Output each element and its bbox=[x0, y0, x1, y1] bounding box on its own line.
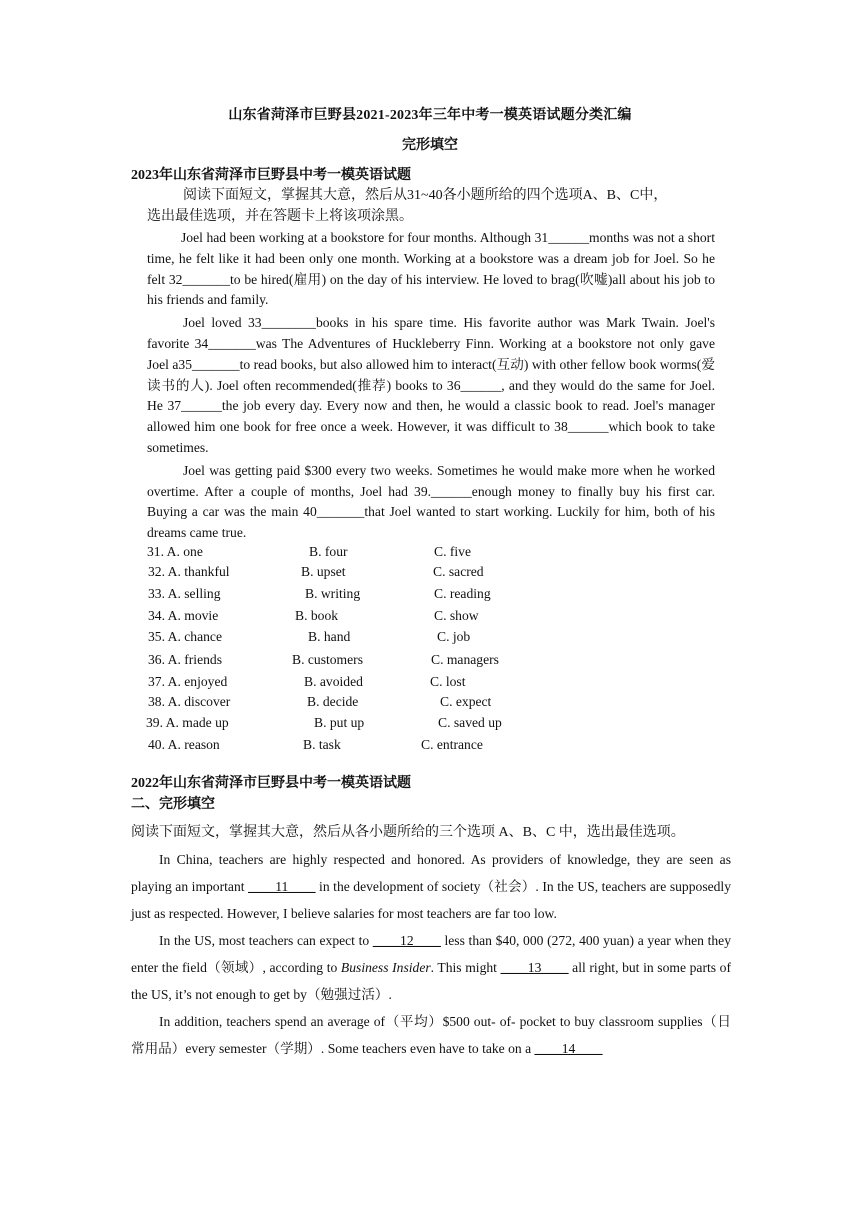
section-part-heading: 二、完形填空 bbox=[131, 797, 215, 812]
passage-text: . This might bbox=[430, 960, 501, 975]
option-a: 38. A. discover bbox=[148, 694, 231, 709]
option-a: 34. A. movie bbox=[148, 608, 219, 623]
option-c: C. lost bbox=[430, 674, 466, 689]
option-b: B. book bbox=[295, 608, 339, 623]
option-a: 35. A. chance bbox=[148, 629, 222, 644]
blank-14: ____14____ bbox=[534, 1041, 603, 1056]
instruction-2023-line1: 阅读下面短文，掌握其大意，然后从31~40各小题所给的四个选项A、B、C中， bbox=[183, 188, 668, 203]
option-a: 40. A. reason bbox=[148, 737, 220, 752]
passage-2022-paragraph-3 bbox=[131, 1008, 731, 1062]
option-row bbox=[148, 735, 748, 755]
passage-2023-paragraph-2: Joel loved 33________books in his spare time. His favorite author was Mark Twain. Joel's favorite 34_______was The Adventures of Huckleberry Finn. Working at a bookstore not only gave Joel a35_______to read books, but also allowed him to interact(互动) with other fellow book worms(爱读书的人). Joel often recommended(推荐) books to 36______, and they would do the same for Joel. He 37______the job every day. Every now and then, he would a classic book to read. Joel's manager allowed him one book for free once a week. However, it was difficult to 38______which book to take sometimes. bbox=[147, 315, 715, 455]
passage-text: In the US, most teachers can expect to bbox=[159, 933, 373, 948]
option-c: C. job bbox=[437, 629, 471, 644]
passage-2023 bbox=[147, 228, 715, 544]
option-c: C. sacred bbox=[433, 564, 484, 579]
passage-2022-paragraph-2 bbox=[131, 927, 731, 1008]
passage-text: less than $40, 000 (272, 400 yuan) a year when they enter the field（领域）, according to bbox=[131, 933, 731, 975]
option-row bbox=[148, 650, 748, 670]
option-c: C. show bbox=[434, 608, 479, 623]
passage-text: in the development of society（社会）. In the US, teachers are supposedly just as respected. However, I believe salaries for most teachers are far too low. bbox=[131, 879, 732, 921]
option-row bbox=[148, 627, 748, 647]
option-c: C. entrance bbox=[421, 737, 483, 752]
passage-text: In addition, teachers spend an average of（平均）$500 out- of- pocket to buy classroom supplies（日常用品）every semester（学期）. Some teachers even have to take on a bbox=[131, 1014, 731, 1056]
option-c: C. saved up bbox=[438, 715, 502, 730]
option-b: B. decide bbox=[307, 694, 359, 709]
source-name: Business Insider bbox=[340, 960, 431, 975]
option-c: C. five bbox=[434, 544, 471, 559]
option-b: B. put up bbox=[314, 715, 365, 730]
option-row bbox=[146, 713, 746, 733]
blank-11: ____11____ bbox=[248, 879, 316, 894]
option-row bbox=[148, 692, 748, 712]
option-b: B. task bbox=[303, 737, 341, 752]
option-a: 36. A. friends bbox=[148, 652, 223, 667]
option-c: C. reading bbox=[434, 586, 491, 601]
blank-12: ____12____ bbox=[372, 933, 441, 948]
option-b: B. upset bbox=[301, 564, 346, 579]
option-a: 37. A. enjoyed bbox=[148, 674, 228, 689]
option-b: B. hand bbox=[308, 629, 351, 644]
option-row bbox=[147, 542, 747, 562]
instruction-2023-line2: 选出最佳选项，并在答题卡上将该项涂黑。 bbox=[147, 209, 413, 224]
section-heading-2022: 2022年山东省菏泽市巨野县中考一模英语试题 bbox=[131, 776, 411, 791]
passage-2022-paragraph-1 bbox=[131, 846, 731, 927]
blank-13: ____13____ bbox=[500, 960, 569, 975]
option-b: B. writing bbox=[305, 586, 361, 601]
option-b: B. four bbox=[309, 544, 348, 559]
option-b: B. customers bbox=[292, 652, 363, 667]
option-a: 39. A. made up bbox=[146, 715, 229, 730]
section-heading-2023: 2023年山东省菏泽市巨野县中考一模英语试题 bbox=[131, 168, 411, 183]
passage-2023-paragraph-3: Joel was getting paid $300 every two weeks. Sometimes he would make more when he worked overtime. After a couple of months, Joel had 39.______enough money to finally buy his first car. Buying a car was the main 40_______that Joel wanted to start working. Luckily for him, both of his dreams came true. bbox=[147, 462, 715, 541]
option-row bbox=[148, 672, 748, 692]
document-title: 山东省菏泽市巨野县2021-2023年三年中考一模英语试题分类汇编 bbox=[228, 108, 632, 123]
option-b: B. avoided bbox=[304, 674, 363, 689]
document-subtitle: 完形填空 bbox=[402, 138, 458, 153]
passage-text: all right, but in some parts of the US, it’s not enough to get by（勉强过活）. bbox=[131, 960, 731, 1002]
option-c: C. managers bbox=[431, 652, 499, 667]
passage-text: In China, teachers are highly respected and honored. As providers of knowledge, they are seen as playing an important bbox=[131, 852, 731, 894]
option-a: 33. A. selling bbox=[148, 586, 221, 601]
option-a: 31. A. one bbox=[147, 544, 203, 559]
option-c: C. expect bbox=[440, 694, 492, 709]
option-row bbox=[148, 606, 748, 626]
passage-2022 bbox=[131, 846, 731, 1062]
option-a: 32. A. thankful bbox=[148, 564, 230, 579]
option-row bbox=[148, 562, 748, 582]
passage-2023-paragraph-1: Joel had been working at a bookstore for four months. Although 31______months was not a short time, he felt like it had been only one month. Working at a bookstore was a dream job for Joel. So he felt 32_______to be hired(雇用) on the day of his interview. He loved to brag(吹嘘)all about his job to his friends and family. bbox=[147, 230, 715, 308]
instruction-2022: 阅读下面短文，掌握其大意，然后从各小题所给的三个选项 A、B、C 中，选出最佳选项。 bbox=[131, 825, 685, 840]
option-row bbox=[148, 584, 748, 604]
